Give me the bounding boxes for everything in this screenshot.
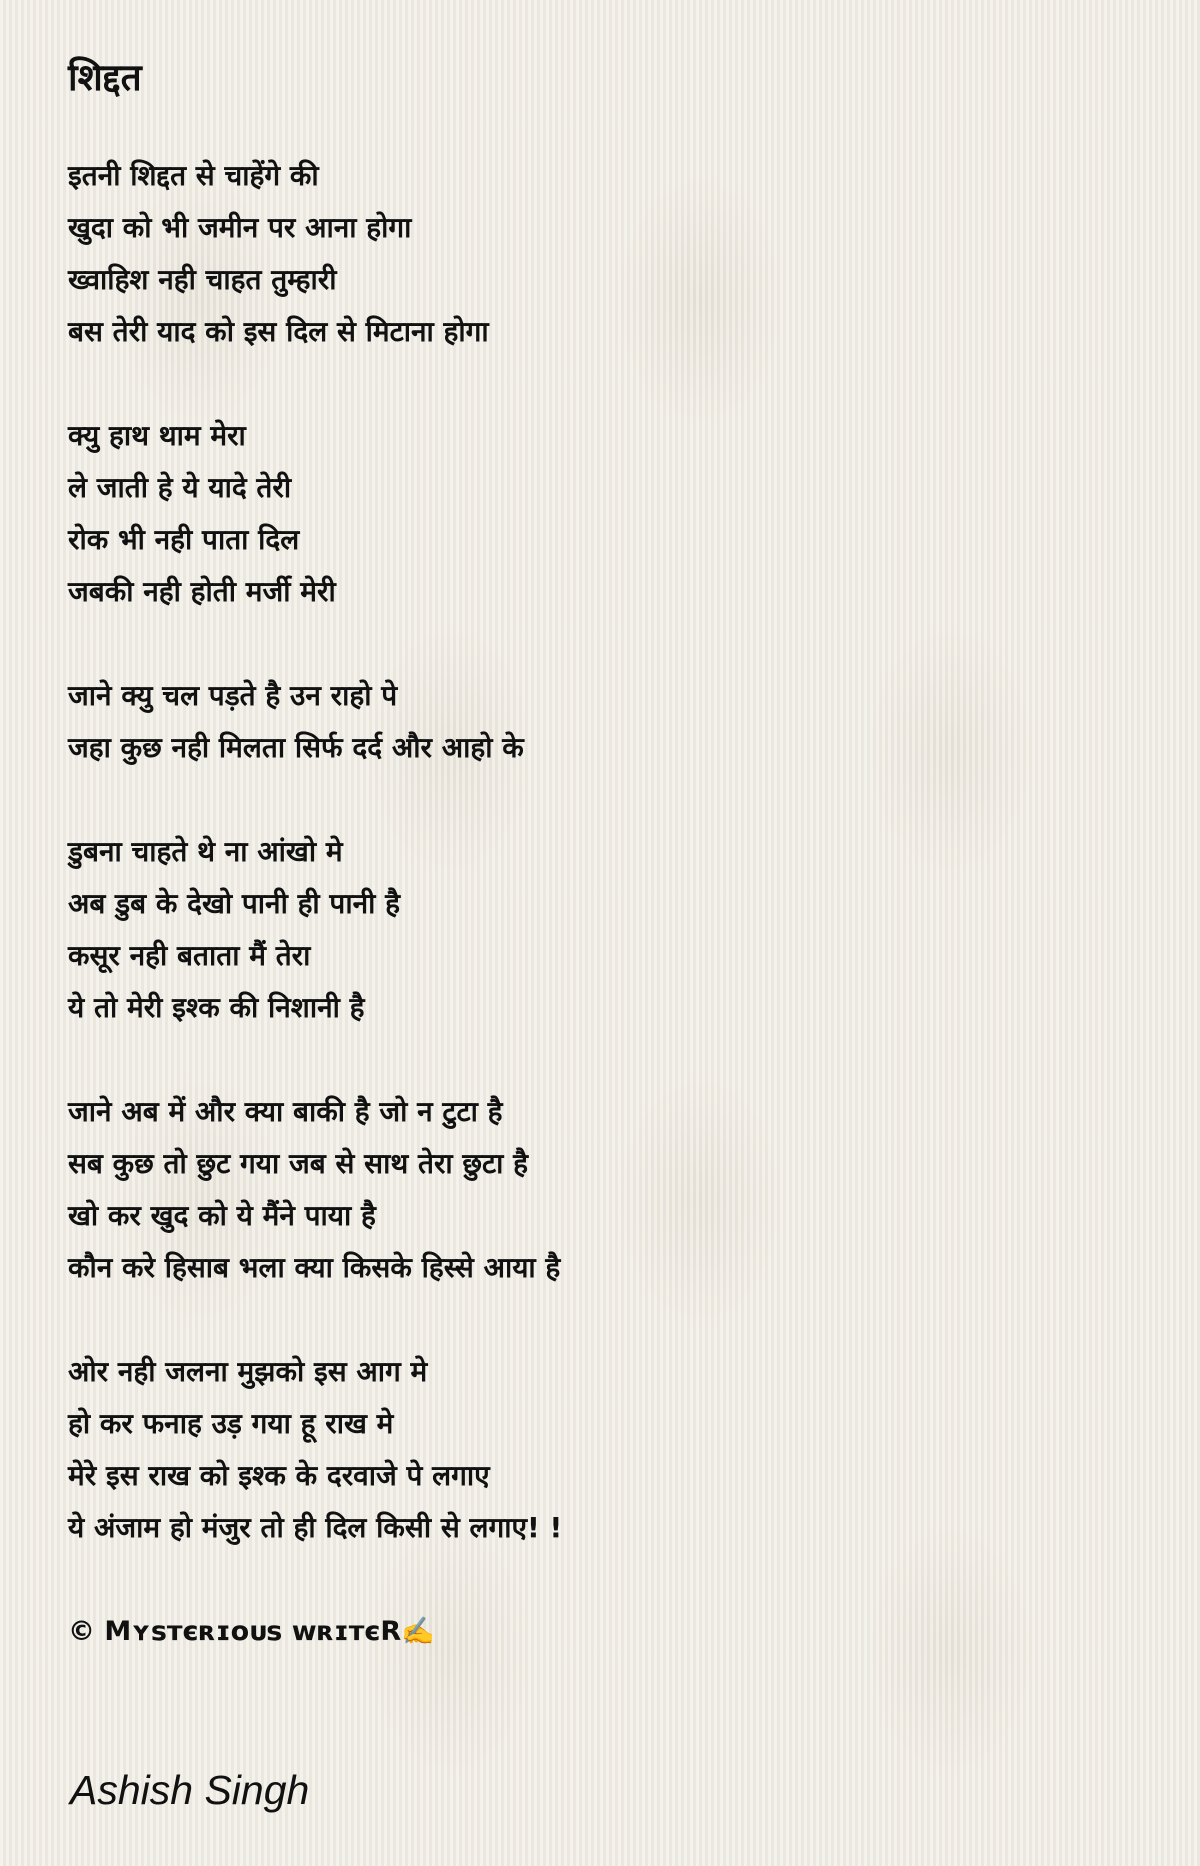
poem-line: हो कर फनाह उड़ गया हू राख मे <box>68 1407 394 1440</box>
poem-line: मेरे इस राख को इश्क के दरवाजे पे लगाए <box>68 1459 490 1492</box>
stanza-4 <box>68 826 1128 1034</box>
poem-line: क्यु हाथ थाम मेरा <box>68 419 246 452</box>
poem-line: ले जाती हे ये यादे तेरी <box>68 471 292 504</box>
poem-line: जबकी नही होती मर्जी मेरी <box>68 575 336 608</box>
stanza-5 <box>68 1086 1128 1294</box>
poem-line: बस तेरी याद को इस दिल से मिटाना होगा <box>68 315 489 348</box>
poem-title: शिद्दत <box>68 56 142 99</box>
poem-line: इतनी शिद्दत से चाहेंगे की <box>68 159 319 192</box>
poem-signature: © Mʏsᴛєʀɪᴏᴜs ᴡʀɪᴛєR✍️ <box>68 1616 435 1647</box>
poem-line: रोक भी नही पाता दिल <box>68 523 300 556</box>
poem-line: ओर नही जलना मुझको इस आग मे <box>68 1355 428 1388</box>
stanza-2 <box>68 410 1128 618</box>
poem-line: ये तो मेरी इश्क की निशानी है <box>68 991 365 1024</box>
poem-line: सब कुछ तो छुट गया जब से साथ तेरा छुटा है <box>68 1147 529 1180</box>
poem-line: खो कर खुद को ये मैंने पाया है <box>68 1199 376 1232</box>
poem-line: खुदा को भी जमीन पर आना होगा <box>68 211 412 244</box>
stanza-3 <box>68 670 1128 774</box>
stanza-6 <box>68 1346 1128 1554</box>
poem-line: जहा कुछ नही मिलता सिर्फ दर्द और आहो के <box>68 731 524 764</box>
author-name: Ashish Singh <box>70 1767 310 1813</box>
poem-line: डुबना चाहते थे ना आंखो मे <box>68 835 343 868</box>
poem-line: ख्वाहिश नही चाहत तुम्हारी <box>68 263 337 296</box>
poem-line: कौन करे हिसाब भला क्या किसके हिस्से आया है <box>68 1251 561 1284</box>
poem-line: जाने क्यु चल पड़ते है उन राहो पे <box>68 679 398 712</box>
poem-line: ये अंजाम हो मंजुर तो ही दिल किसी से लगाए! ! <box>68 1511 563 1544</box>
poem-line: जाने अब में और क्या बाकी है जो न टुटा है <box>68 1095 503 1128</box>
poem-page <box>68 50 1128 1658</box>
poem-line: कसूर नही बताता मैं तेरा <box>68 939 311 972</box>
stanza-1 <box>68 150 1128 358</box>
poem-line: अब डुब के देखो पानी ही पानी है <box>68 887 400 920</box>
